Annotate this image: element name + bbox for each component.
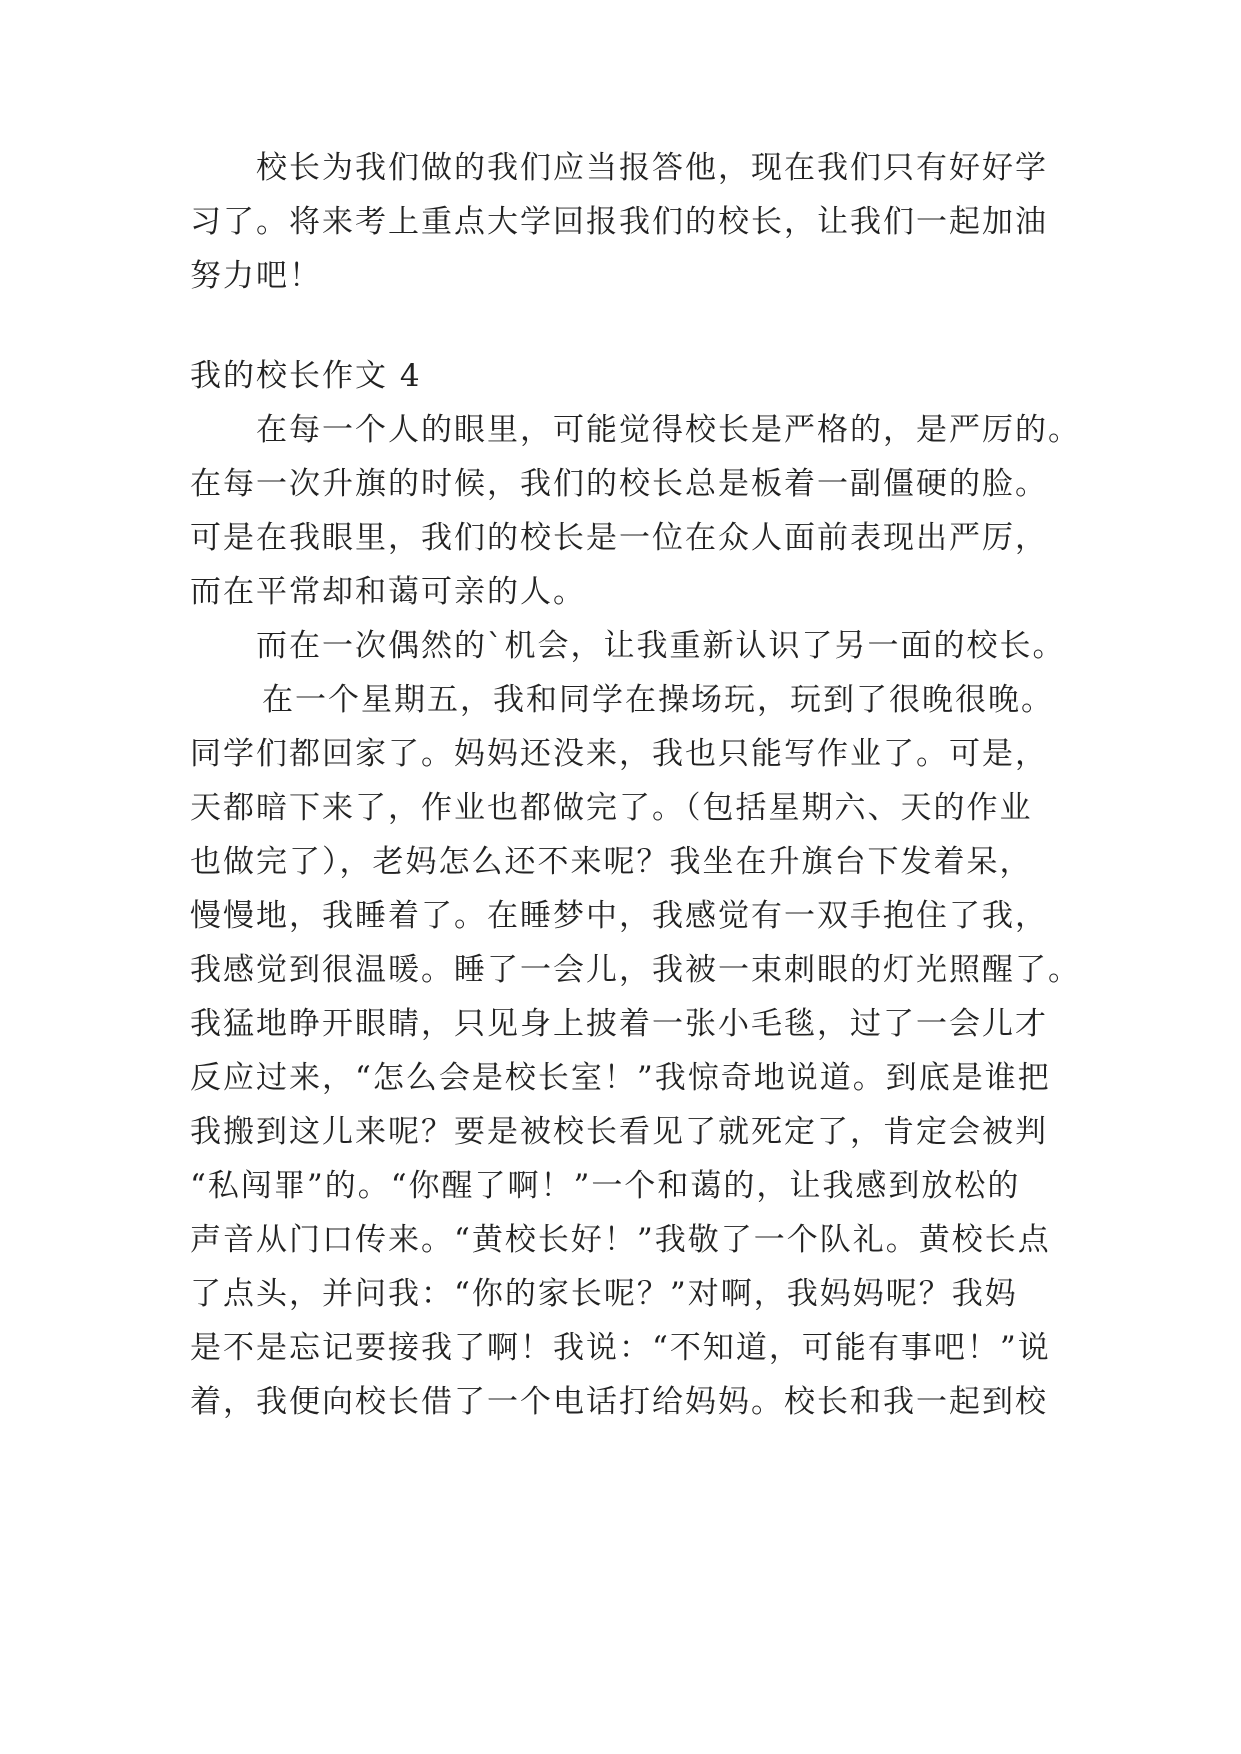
text-line: 我猛地睁开眼睛，只见身上披着一张小毛毯，过了一会儿才: [190, 1006, 1048, 1042]
text-line: 可是在我眼里，我们的校长是一位在众人面前表现出严厉，: [190, 520, 1048, 556]
text-line: 而在一次偶然的`机会，让我重新认识了另一面的校长。: [256, 628, 1066, 664]
text-line: 也做完了），老妈怎么还不来呢？我坐在升旗台下发着呆，: [190, 844, 1033, 880]
text-line: 校长为我们做的我们应当报答他，现在我们只有好好学: [256, 150, 1048, 186]
text-line: 在每一次升旗的时候，我们的校长总是板着一副僵硬的脸。: [190, 466, 1048, 502]
text-line: 努力吧！: [190, 258, 322, 294]
section-title: 我的校长作文 4: [190, 358, 422, 394]
text-line: 是不是忘记要接我了啊！我说：“不知道，可能有事吧！”说: [190, 1330, 1051, 1366]
text-line: 在一个星期五，我和同学在操场玩，玩到了很晚很晚。: [262, 682, 1054, 718]
text-line: 着，我便向校长借了一个电话打给妈妈。校长和我一起到校: [190, 1384, 1048, 1420]
text-line: 在每一个人的眼里，可能觉得校长是严格的，是严厉的。: [256, 412, 1081, 448]
text-line: 我搬到这儿来呢？要是被校长看见了就死定了，肯定会被判: [190, 1114, 1048, 1150]
text-line: 同学们都回家了。妈妈还没来，我也只能写作业了。可是，: [190, 736, 1048, 772]
text-line: 慢慢地，我睡着了。在睡梦中，我感觉有一双手抱住了我，: [190, 898, 1048, 934]
text-line: 反应过来，“怎么会是校长室！”我惊奇地说道。到底是谁把: [190, 1060, 1051, 1096]
text-line: 而在平常却和蔼可亲的人。: [190, 574, 586, 610]
text-line: 我感觉到很温暖。睡了一会儿，我被一束刺眼的灯光照醒了。: [190, 952, 1081, 988]
text-line: 天都暗下来了，作业也都做完了。（包括星期六、天的作业: [190, 790, 1033, 826]
text-line: 了点头，并问我：“你的家长呢？”对啊，我妈妈呢？我妈: [190, 1276, 1018, 1312]
text-line: 声音从门口传来。“黄校长好！”我敬了一个队礼。黄校长点: [190, 1222, 1051, 1258]
text-line: 习了。将来考上重点大学回报我们的校长，让我们一起加油: [190, 204, 1048, 240]
text-line: “私闯罪”的。“你醒了啊！”一个和蔼的，让我感到放松的: [190, 1168, 1021, 1204]
